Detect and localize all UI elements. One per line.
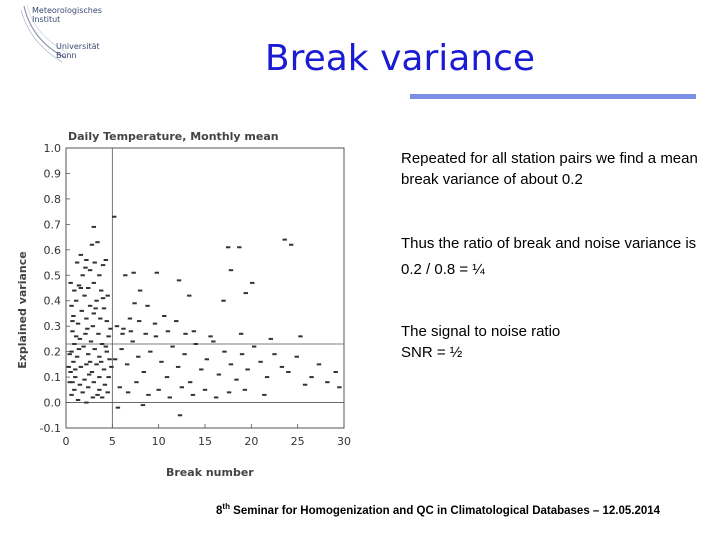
data-point	[80, 310, 84, 312]
data-point	[137, 320, 141, 322]
data-point	[129, 330, 133, 332]
data-point	[208, 335, 212, 337]
data-point	[227, 391, 231, 393]
data-point	[72, 389, 76, 391]
data-point	[229, 269, 233, 271]
data-point	[82, 379, 86, 381]
data-point	[298, 335, 302, 337]
data-point	[120, 333, 124, 335]
data-point	[234, 379, 238, 381]
data-point	[97, 389, 101, 391]
data-point	[269, 338, 273, 340]
data-point	[174, 320, 178, 322]
data-point	[136, 356, 140, 358]
data-point	[141, 404, 145, 406]
data-point	[89, 340, 93, 342]
logo-text-line2: Institut	[32, 15, 61, 24]
data-point	[80, 274, 84, 276]
data-point	[187, 295, 191, 297]
data-point	[79, 287, 83, 289]
data-point	[159, 361, 163, 363]
bullet-ratio-line2: 0.2 / 0.8 = ¼	[401, 261, 485, 278]
data-point	[166, 330, 170, 332]
data-point	[103, 384, 107, 386]
data-point	[91, 325, 95, 327]
data-point	[97, 274, 101, 276]
y-tick-label: 0.2	[43, 345, 61, 359]
data-point	[106, 391, 110, 393]
data-point	[156, 389, 160, 391]
logo-text-line3: Universität	[56, 42, 100, 51]
data-point	[71, 361, 75, 363]
data-point	[237, 246, 241, 248]
data-point	[188, 381, 192, 383]
x-tick-label: 15	[198, 435, 212, 448]
data-point	[203, 389, 207, 391]
data-point	[176, 366, 180, 368]
data-point	[78, 338, 82, 340]
data-point	[131, 340, 135, 342]
logo-text-line1: Meteorologisches	[32, 6, 102, 15]
footer-text: Seminar for Homogenization and QC in Climatological Databases – 12.05.2014	[229, 504, 661, 517]
y-tick-label: 0.0	[43, 396, 61, 410]
data-point	[115, 325, 119, 327]
data-point	[214, 396, 218, 398]
data-point	[73, 368, 77, 370]
data-point	[84, 259, 88, 261]
data-point	[108, 328, 112, 330]
x-tick-label: 5	[108, 435, 116, 448]
data-point	[106, 376, 110, 378]
data-point	[262, 394, 266, 396]
data-point	[295, 356, 299, 358]
x-tick-label: 30	[337, 435, 351, 448]
data-point	[183, 333, 187, 335]
data-point	[272, 353, 276, 355]
data-point	[191, 394, 195, 396]
data-point	[221, 300, 225, 302]
data-point	[309, 376, 313, 378]
data-point	[194, 343, 198, 345]
data-point	[280, 366, 284, 368]
data-point	[142, 371, 146, 373]
data-point	[73, 376, 77, 378]
data-point	[94, 363, 98, 365]
data-point	[102, 368, 106, 370]
footer-ordinal: 8	[216, 504, 223, 517]
data-point	[168, 396, 172, 398]
chart-x-axis-label: Break number	[166, 466, 254, 479]
data-point	[93, 348, 97, 350]
data-point	[91, 396, 95, 398]
data-point	[258, 361, 262, 363]
slide-title: Break variance	[264, 38, 536, 79]
data-point	[67, 366, 71, 368]
data-point	[143, 333, 147, 335]
data-point	[155, 272, 159, 274]
bullet-break-variance: Repeated for all station pairs we find a mean break variance of about 0.2	[401, 150, 698, 188]
data-point	[76, 323, 80, 325]
data-point	[105, 351, 109, 353]
data-point	[88, 269, 92, 271]
plot-frame	[66, 148, 344, 428]
data-point	[92, 381, 96, 383]
data-point	[70, 320, 74, 322]
y-tick-label: 0.6	[43, 243, 61, 257]
data-point	[84, 318, 88, 320]
data-point	[289, 244, 293, 246]
data-point	[69, 351, 73, 353]
data-point	[68, 381, 72, 383]
bullet-ratio	[401, 233, 701, 280]
y-tick-label: 0.3	[43, 320, 61, 334]
data-point	[101, 264, 105, 266]
data-point	[97, 356, 101, 358]
data-point	[244, 292, 248, 294]
data-point	[180, 386, 184, 388]
data-point	[182, 353, 186, 355]
data-point	[303, 384, 307, 386]
data-point	[77, 348, 81, 350]
data-point	[97, 376, 101, 378]
data-point	[74, 335, 78, 337]
data-point	[90, 371, 94, 373]
data-point	[119, 348, 123, 350]
data-point	[68, 282, 72, 284]
data-point	[146, 394, 150, 396]
data-point	[178, 414, 182, 416]
data-point	[92, 282, 96, 284]
data-point	[128, 318, 132, 320]
data-point	[86, 287, 90, 289]
scatter-chart	[10, 120, 370, 484]
data-point	[95, 241, 99, 243]
data-point	[75, 262, 79, 264]
chart-y-axis-label: Explained variance	[16, 251, 29, 369]
bullet-snr	[401, 321, 701, 363]
data-point	[286, 371, 290, 373]
data-point	[77, 284, 81, 286]
y-tick-label: 1.0	[43, 142, 61, 155]
data-point	[104, 346, 108, 348]
data-point	[75, 356, 79, 358]
data-point	[88, 361, 92, 363]
data-point	[106, 295, 110, 297]
y-tick-label: 0.4	[43, 294, 61, 308]
data-point	[126, 391, 130, 393]
data-point	[170, 346, 174, 348]
data-point	[72, 290, 76, 292]
data-point	[74, 300, 78, 302]
data-point	[252, 346, 256, 348]
data-point	[121, 328, 125, 330]
data-point	[84, 402, 88, 404]
data-point	[265, 376, 269, 378]
x-tick-label: 20	[244, 435, 259, 448]
data-point	[317, 363, 321, 365]
data-point	[104, 259, 108, 261]
data-point	[94, 300, 98, 302]
data-point	[123, 274, 127, 276]
data-point	[96, 333, 100, 335]
data-point	[93, 307, 97, 309]
data-point	[88, 305, 92, 307]
data-point	[138, 290, 142, 292]
data-point	[107, 358, 111, 360]
data-point	[70, 330, 74, 332]
data-point	[116, 407, 120, 409]
bullet-snr-line2: SNR = ½	[401, 344, 463, 361]
data-point	[80, 391, 84, 393]
data-point	[165, 376, 169, 378]
data-point	[100, 396, 104, 398]
y-tick-label: 0.8	[43, 192, 61, 206]
data-point	[132, 302, 136, 304]
x-tick-label: 10	[151, 435, 166, 448]
data-point	[282, 239, 286, 241]
data-point	[106, 335, 110, 337]
y-tick-label: 0.5	[43, 269, 61, 283]
data-point	[72, 343, 76, 345]
data-point	[68, 353, 72, 355]
data-point	[162, 315, 166, 317]
title-underline-rule	[410, 94, 696, 99]
data-point	[325, 381, 329, 383]
data-point	[86, 386, 90, 388]
y-tick-label: 0.1	[43, 371, 61, 385]
bullet-snr-line1: The signal to noise ratio	[401, 323, 561, 340]
data-point	[84, 363, 88, 365]
data-point	[199, 368, 203, 370]
data-point	[86, 353, 90, 355]
data-point	[222, 351, 226, 353]
data-point	[226, 246, 230, 248]
data-point	[148, 351, 152, 353]
data-point	[112, 216, 116, 218]
data-point	[153, 323, 157, 325]
footer-ordinal-suffix: th	[222, 502, 230, 511]
data-point	[99, 361, 103, 363]
data-point	[90, 244, 94, 246]
data-point	[113, 358, 117, 360]
footer-seminar	[216, 502, 696, 517]
data-point	[85, 328, 89, 330]
data-point	[69, 394, 73, 396]
data-point	[92, 312, 96, 314]
data-point	[93, 262, 97, 264]
data-point	[192, 330, 196, 332]
bullet-ratio-line1: Thus the ratio of break and noise variance is	[401, 235, 697, 252]
data-point	[337, 386, 341, 388]
y-tick-label: 0.7	[43, 218, 61, 232]
data-point	[99, 290, 103, 292]
data-point	[81, 346, 85, 348]
y-tick-label: 0.9	[43, 167, 61, 181]
data-point	[78, 384, 82, 386]
data-point	[100, 343, 104, 345]
data-point	[333, 371, 337, 373]
data-point	[92, 226, 96, 228]
data-point	[240, 353, 244, 355]
data-point	[205, 358, 209, 360]
logo-text-line4: Bonn	[56, 51, 77, 60]
data-point	[118, 386, 122, 388]
data-point	[71, 315, 75, 317]
data-point	[145, 305, 149, 307]
data-point	[101, 297, 105, 299]
data-point	[83, 333, 87, 335]
data-point	[76, 399, 80, 401]
university-logo	[18, 4, 128, 64]
data-point	[131, 272, 135, 274]
data-point	[217, 374, 221, 376]
data-point	[109, 366, 113, 368]
data-point	[243, 389, 247, 391]
data-point	[82, 295, 86, 297]
data-point	[105, 320, 109, 322]
data-point	[102, 307, 106, 309]
data-point	[177, 279, 181, 281]
data-point	[79, 366, 83, 368]
x-tick-label: 25	[290, 435, 305, 448]
data-point	[134, 381, 138, 383]
data-point	[229, 363, 233, 365]
data-point	[250, 282, 254, 284]
data-point	[125, 363, 129, 365]
data-point	[245, 368, 249, 370]
data-point	[95, 394, 99, 396]
data-point	[98, 318, 102, 320]
data-point	[211, 340, 215, 342]
x-tick-label: 0	[62, 435, 70, 448]
y-tick-label: -0.1	[39, 422, 61, 435]
data-point	[83, 267, 87, 269]
data-point	[68, 371, 72, 373]
data-point	[239, 333, 243, 335]
chart-title: Daily Temperature, Monthly mean	[68, 130, 279, 143]
data-point	[69, 305, 73, 307]
data-point	[79, 254, 83, 256]
data-point	[87, 374, 91, 376]
data-point	[154, 335, 158, 337]
